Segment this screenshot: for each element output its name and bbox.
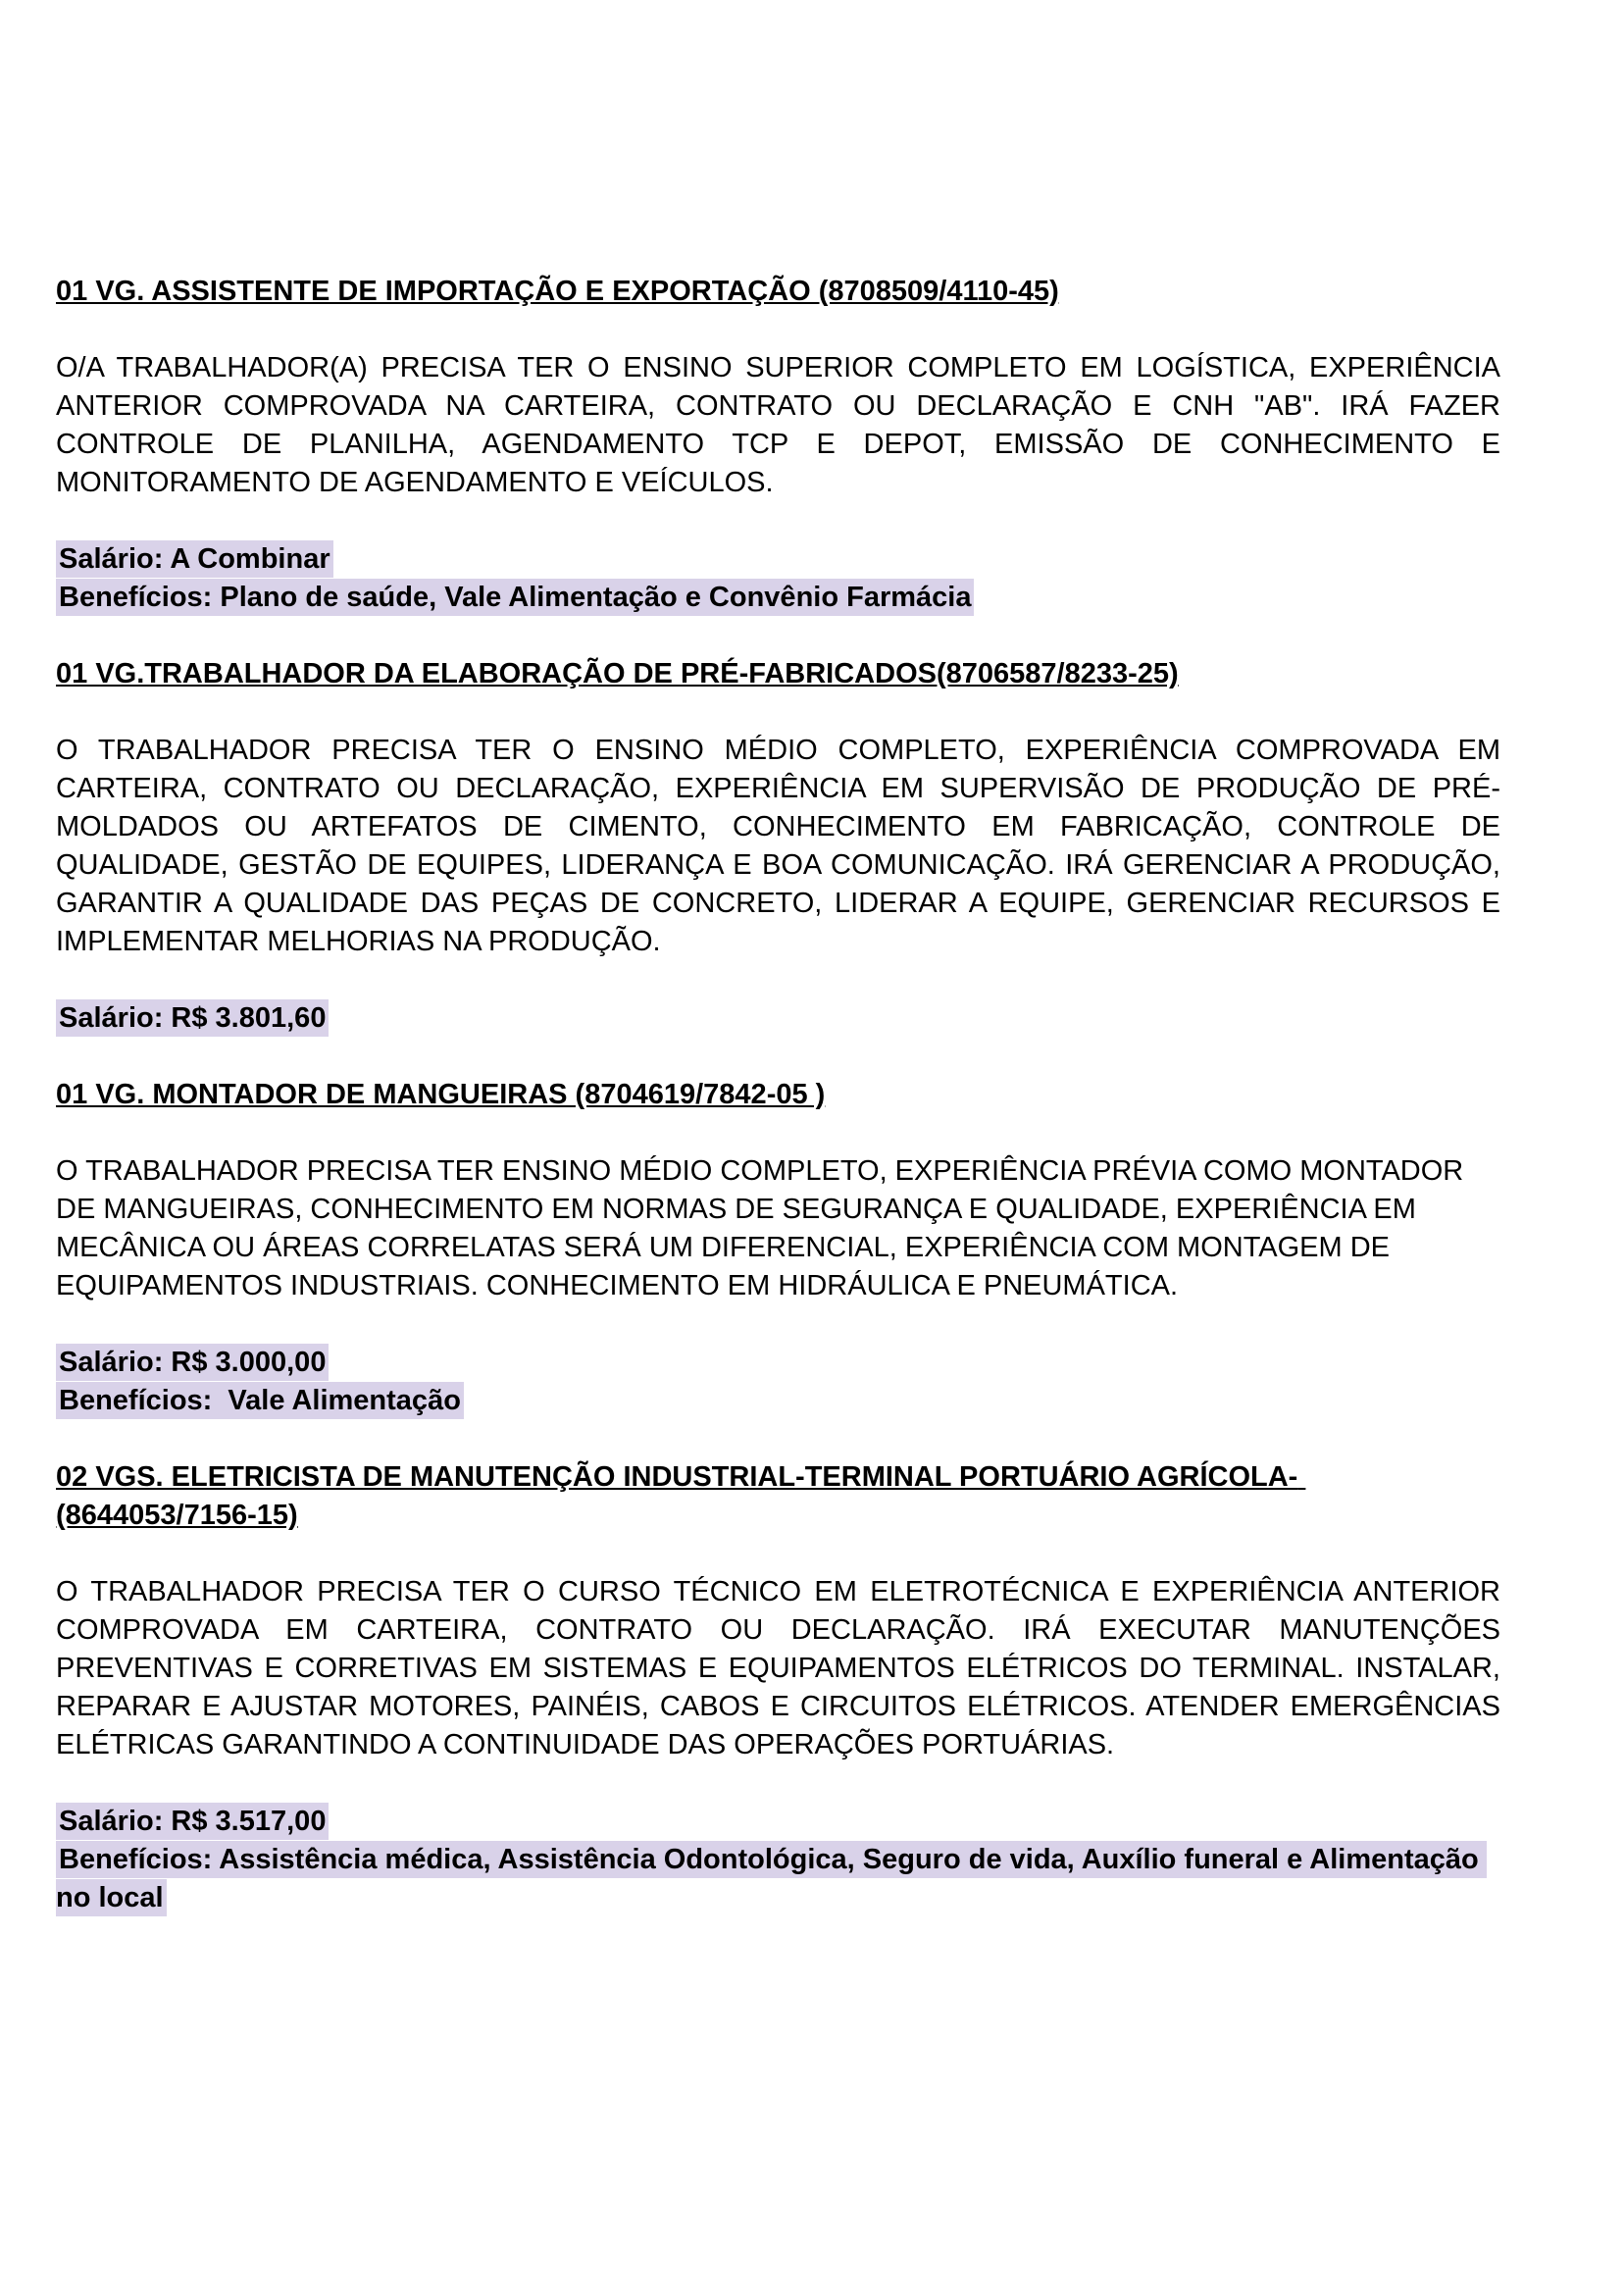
benefits-line	[56, 1382, 1500, 1420]
job-title: 01 VG. MONTADOR DE MANGUEIRAS (8704619/7842-05 )	[56, 1079, 826, 1110]
job-meta	[56, 1803, 1500, 1917]
job-listing	[56, 273, 1500, 617]
salary-highlight: Salário: A Combinar	[56, 540, 333, 578]
salary-line	[56, 1803, 1500, 1841]
job-title: 01 VG.TRABALHADOR DA ELABORAÇÃO DE PRÉ-FABRICADOS(8706587/8233-25)	[56, 658, 1179, 689]
job-meta	[56, 540, 1500, 617]
salary-line	[56, 999, 1500, 1038]
benefits-highlight: Benefícios: Plano de saúde, Vale Alimentação e Convênio Farmácia	[56, 579, 974, 616]
job-meta	[56, 999, 1500, 1038]
benefits-highlight: Benefícios: Vale Alimentação	[56, 1382, 464, 1419]
job-listing	[56, 655, 1500, 1038]
benefits-line	[56, 579, 1500, 617]
benefits-highlight: Benefícios: Assistência médica, Assistência Odontológica, Seguro de vida, Auxílio funeral e Alimentação no local	[56, 1841, 1487, 1916]
job-description: O/A TRABALHADOR(A) PRECISA TER O ENSINO SUPERIOR COMPLETO EM LOGÍSTICA, EXPERIÊNCIA ANTERIOR COMPROVADA NA CARTEIRA, CONTRATO OU DECLARAÇÃO E CNH "AB". IRÁ FAZER CONTROLE DE PLANILHA, AGENDAMENTO TCP E DEPOT, EMISSÃO DE CONHECIMENTO E MONITORAMENTO DE AGENDAMENTO E VEÍCULOS.	[56, 352, 1500, 498]
job-title: 01 VG. ASSISTENTE DE IMPORTAÇÃO E EXPORTAÇÃO (8708509/4110-45)	[56, 276, 1059, 307]
salary-line	[56, 540, 1500, 579]
salary-highlight: Salário: R$ 3.517,00	[56, 1803, 329, 1840]
job-title: 02 VGS. ELETRICISTA DE MANUTENÇÃO INDUSTRIAL-TERMINAL PORTUÁRIO AGRÍCOLA- (8644053/7156-15)	[56, 1461, 1306, 1531]
job-description: O TRABALHADOR PRECISA TER O ENSINO MÉDIO COMPLETO, EXPERIÊNCIA COMPROVADA EM CARTEIRA, CONTRATO OU DECLARAÇÃO, EXPERIÊNCIA EM SUPERVISÃO DE PRODUÇÃO DE PRÉ-MOLDADOS OU ARTEFATOS DE CIMENTO, CONHECIMENTO EM FABRICAÇÃO, CONTROLE DE QUALIDADE, GESTÃO DE EQUIPES, LIDERANÇA E BOA COMUNICAÇÃO. IRÁ GERENCIAR A PRODUÇÃO, GARANTIR A QUALIDADE DAS PEÇAS DE CONCRETO, LIDERAR A EQUIPE, GERENCIAR RECURSOS E IMPLEMENTAR MELHORIAS NA PRODUÇÃO.	[56, 735, 1500, 957]
job-description: O TRABALHADOR PRECISA TER ENSINO MÉDIO COMPLETO, EXPERIÊNCIA PRÉVIA COMO MONTADOR DE MANGUEIRAS, CONHECIMENTO EM NORMAS DE SEGURANÇA E QUALIDADE, EXPERIÊNCIA EM MECÂNICA OU ÁREAS CORRELATAS SERÁ UM DIFERENCIAL, EXPERIÊNCIA COM MONTAGEM DE EQUIPAMENTOS INDUSTRIAIS. CONHECIMENTO EM HIDRÁULICA E PNEUMÁTICA.	[56, 1155, 1464, 1301]
benefits-line	[56, 1841, 1500, 1917]
job-description: O TRABALHADOR PRECISA TER O CURSO TÉCNICO EM ELETROTÉCNICA E EXPERIÊNCIA ANTERIOR COMPROVADA EM CARTEIRA, CONTRATO OU DECLARAÇÃO. IRÁ EXECUTAR MANUTENÇÕES PREVENTIVAS E CORRETIVAS EM SISTEMAS E EQUIPAMENTOS ELÉTRICOS DO TERMINAL. INSTALAR, REPARAR E AJUSTAR MOTORES, PAINÉIS, CABOS E CIRCUITOS ELÉTRICOS. ATENDER EMERGÊNCIAS ELÉTRICAS GARANTINDO A CONTINUIDADE DAS OPERAÇÕES PORTUÁRIAS.	[56, 1576, 1500, 1760]
salary-highlight: Salário: R$ 3.801,60	[56, 999, 329, 1037]
job-meta	[56, 1344, 1500, 1420]
job-listing	[56, 1458, 1500, 1917]
salary-line	[56, 1344, 1500, 1382]
salary-highlight: Salário: R$ 3.000,00	[56, 1344, 329, 1381]
job-listing	[56, 1076, 1500, 1420]
